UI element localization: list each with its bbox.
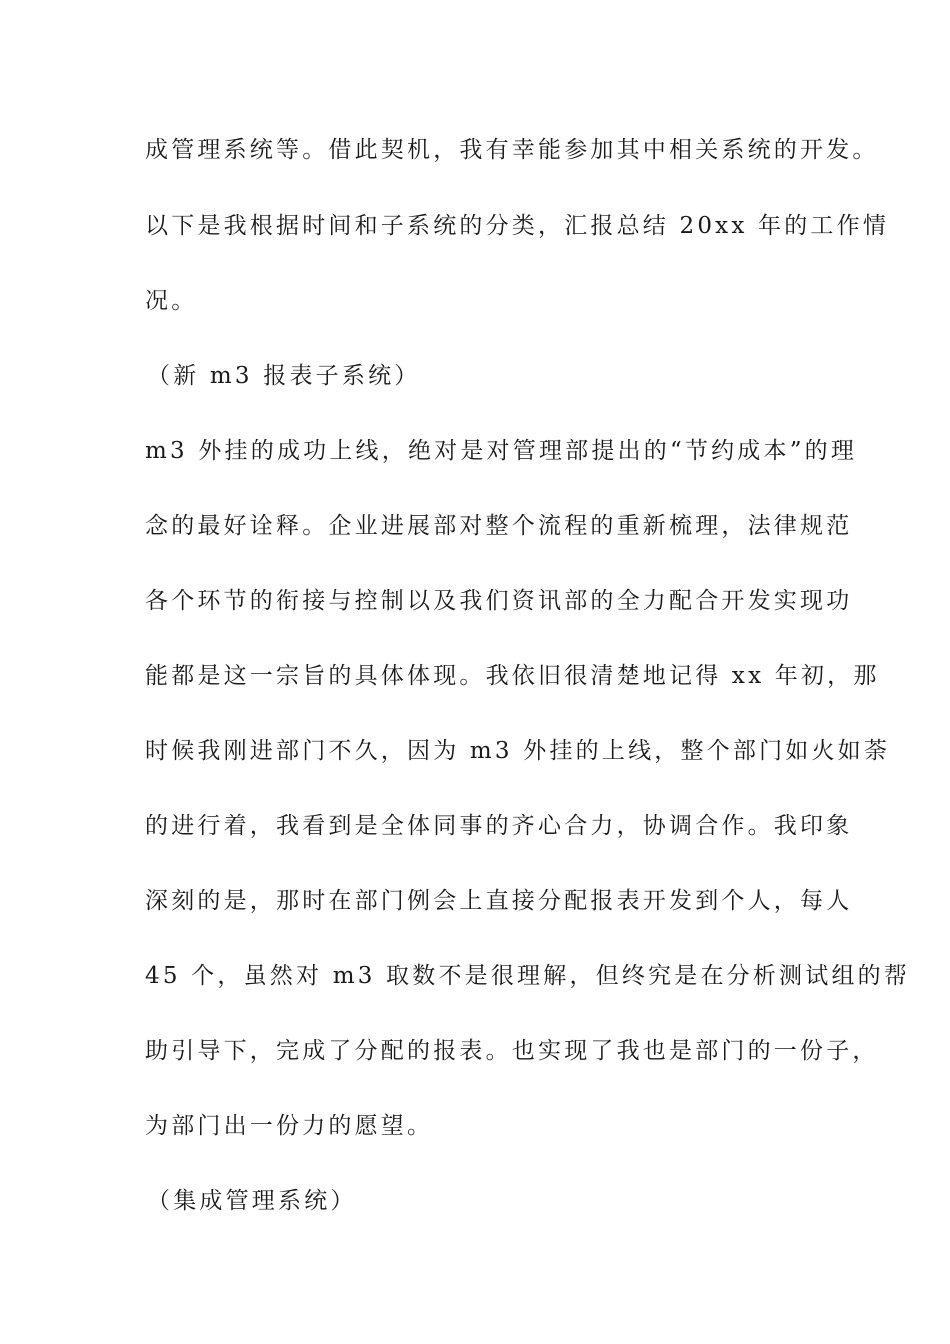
paragraph-line: 况。 xyxy=(145,288,198,314)
paragraph-line: 时候我刚进部门不久，因为 m3 外挂的上线，整个部门如火如荼 xyxy=(145,738,891,764)
paragraph-line: 助引导下，完成了分配的报表。也实现了我也是部门的一份子， xyxy=(145,1038,879,1064)
paragraph-line: 念的最好诠释。企业进展部对整个流程的重新梳理，法律规范 xyxy=(145,513,853,539)
paragraph-line: 成管理系统等。借此契机，我有幸能参加其中相关系统的开发。 xyxy=(145,137,879,163)
paragraph-line: m3 外挂的成功上线，绝对是对管理部提出的“节约成本”的理 xyxy=(145,438,858,464)
section-heading: （集成管理系统） xyxy=(147,1188,357,1214)
paragraph-line: 能都是这一宗旨的具体体现。我依旧很清楚地记得 xx 年初，那 xyxy=(145,663,880,689)
section-heading: （新 m3 报表子系统） xyxy=(147,363,421,389)
paragraph-line: 各个环节的衔接与控制以及我们资讯部的全力配合开发实现功 xyxy=(145,588,853,614)
paragraph-line: 深刻的是，那时在部门例会上直接分配报表开发到个人，每人 xyxy=(145,888,853,914)
paragraph-line: 为部门出一份力的愿望。 xyxy=(145,1113,434,1139)
paragraph-line: 以下是我根据时间和子系统的分类，汇报总结 20xx 年的工作情 xyxy=(145,213,890,239)
paragraph-line: 45 个，虽然对 m3 取数不是很理解，但终究是在分析测试组的帮 xyxy=(145,963,911,989)
paragraph-line: 的进行着，我看到是全体同事的齐心合力，协调合作。我印象 xyxy=(145,813,853,839)
